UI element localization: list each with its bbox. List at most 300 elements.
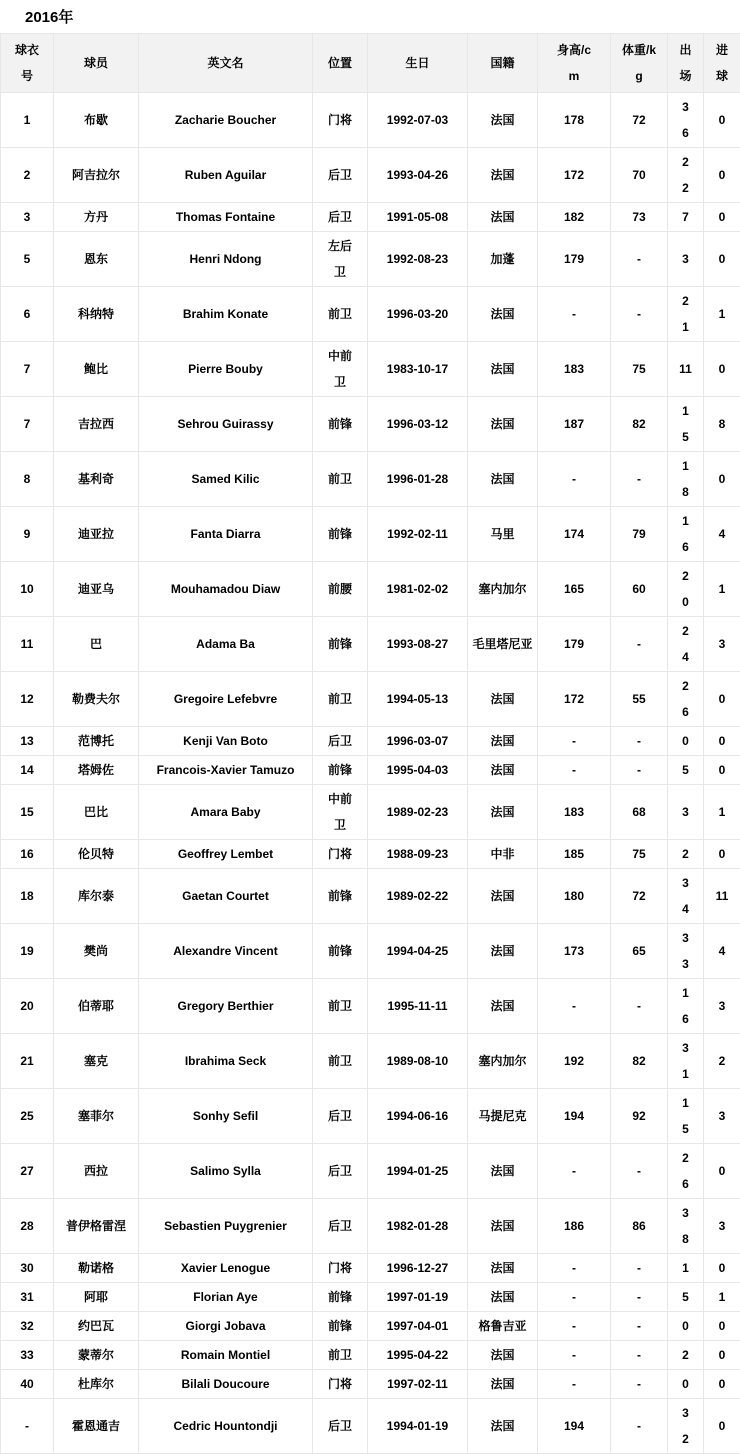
cell: 1992-02-11 [368, 507, 468, 562]
cell: 0 [668, 1312, 704, 1341]
cell: 27 [1, 1144, 54, 1199]
cell: 前腰 [313, 562, 368, 617]
cell: Alexandre Vincent [139, 924, 313, 979]
cell: 1992-07-03 [368, 93, 468, 148]
cell: 5 [668, 756, 704, 785]
cell: 1989-08-10 [368, 1034, 468, 1089]
column-header-7: 身高/cm [538, 34, 611, 93]
cell: 31 [668, 1034, 704, 1089]
cell: 32 [668, 1399, 704, 1454]
cell: 1997-01-19 [368, 1283, 468, 1312]
cell: - [611, 1254, 668, 1283]
cell: 塞菲尔 [54, 1089, 139, 1144]
cell: 79 [611, 507, 668, 562]
table-row [1, 452, 740, 507]
cell: 0 [704, 452, 740, 507]
cell: 6 [1, 287, 54, 342]
cell: 13 [1, 727, 54, 756]
cell: 法国 [468, 93, 538, 148]
cell: 1983-10-17 [368, 342, 468, 397]
table-header-row [1, 34, 740, 93]
cell: Francois-Xavier Tamuzo [139, 756, 313, 785]
cell: 法国 [468, 1199, 538, 1254]
cell: 0 [704, 727, 740, 756]
table-row [1, 672, 740, 727]
cell: 0 [704, 342, 740, 397]
cell: 10 [1, 562, 54, 617]
cell: 180 [538, 869, 611, 924]
cell: 0 [704, 1399, 740, 1454]
cell: 勒费夫尔 [54, 672, 139, 727]
cell: 阿吉拉尔 [54, 148, 139, 203]
cell: Amara Baby [139, 785, 313, 840]
cell: 法国 [468, 397, 538, 452]
table-row [1, 1144, 740, 1199]
cell: 法国 [468, 1144, 538, 1199]
cell: 0 [704, 1370, 740, 1399]
cell: 82 [611, 1034, 668, 1089]
cell: 法国 [468, 148, 538, 203]
cell: 82 [611, 397, 668, 452]
table-row [1, 1254, 740, 1283]
cell: 方丹 [54, 203, 139, 232]
cell: 伯蒂耶 [54, 979, 139, 1034]
table-row [1, 979, 740, 1034]
cell: 1994-06-16 [368, 1089, 468, 1144]
table-row [1, 1312, 740, 1341]
cell: 前卫 [313, 287, 368, 342]
cell: 伦贝特 [54, 840, 139, 869]
cell: 1 [704, 287, 740, 342]
cell: 法国 [468, 979, 538, 1034]
cell: 9 [1, 507, 54, 562]
cell: 2 [704, 1034, 740, 1089]
cell: 1 [1, 93, 54, 148]
cell: 前锋 [313, 924, 368, 979]
table-row [1, 232, 740, 287]
table-row [1, 1034, 740, 1089]
cell: Xavier Lenogue [139, 1254, 313, 1283]
column-header-8: 体重/kg [611, 34, 668, 93]
table-row [1, 397, 740, 452]
cell: 前锋 [313, 617, 368, 672]
cell: 后卫 [313, 1144, 368, 1199]
cell: - [611, 1144, 668, 1199]
cell: 前卫 [313, 1341, 368, 1370]
cell: 186 [538, 1199, 611, 1254]
cell: 7 [1, 397, 54, 452]
cell: 0 [704, 93, 740, 148]
cell: 法国 [468, 1399, 538, 1454]
table-row [1, 507, 740, 562]
column-header-5: 生日 [368, 34, 468, 93]
column-header-2: 球员 [54, 34, 139, 93]
table-row [1, 1370, 740, 1399]
cell: 迪亚拉 [54, 507, 139, 562]
cell: - [611, 756, 668, 785]
cell: 门将 [313, 1254, 368, 1283]
cell: 1992-08-23 [368, 232, 468, 287]
cell: 中非 [468, 840, 538, 869]
cell: 15 [668, 1089, 704, 1144]
cell: 法国 [468, 869, 538, 924]
cell: 中前卫 [313, 342, 368, 397]
cell: 11 [668, 342, 704, 397]
cell: 0 [704, 840, 740, 869]
cell: 中前卫 [313, 785, 368, 840]
cell: Cedric Hountondji [139, 1399, 313, 1454]
cell: 蒙蒂尔 [54, 1341, 139, 1370]
cell: 后卫 [313, 148, 368, 203]
cell: 门将 [313, 840, 368, 869]
cell: Adama Ba [139, 617, 313, 672]
cell: 1993-08-27 [368, 617, 468, 672]
cell: 1996-12-27 [368, 1254, 468, 1283]
cell: 布歇 [54, 93, 139, 148]
cell: 5 [668, 1283, 704, 1312]
cell: 75 [611, 840, 668, 869]
cell: 0 [668, 1370, 704, 1399]
column-header-9: 出场 [668, 34, 704, 93]
table-row [1, 924, 740, 979]
table-row [1, 756, 740, 785]
cell: 26 [668, 1144, 704, 1199]
cell: 基利奇 [54, 452, 139, 507]
cell: Pierre Bouby [139, 342, 313, 397]
cell: 172 [538, 148, 611, 203]
cell: 19 [1, 924, 54, 979]
cell: 8 [1, 452, 54, 507]
cell: 0 [704, 1341, 740, 1370]
cell: 约巴瓦 [54, 1312, 139, 1341]
cell: 塞克 [54, 1034, 139, 1089]
cell: 3 [704, 617, 740, 672]
cell: - [538, 1283, 611, 1312]
cell: 3 [668, 785, 704, 840]
cell: 前锋 [313, 1283, 368, 1312]
cell: 60 [611, 562, 668, 617]
cell: 2 [1, 148, 54, 203]
cell: - [538, 1254, 611, 1283]
cell: 38 [668, 1199, 704, 1254]
cell: 173 [538, 924, 611, 979]
cell: 165 [538, 562, 611, 617]
cell: 18 [1, 869, 54, 924]
cell: 后卫 [313, 727, 368, 756]
cell: - [611, 1370, 668, 1399]
column-header-10: 进球 [704, 34, 740, 93]
cell: 1981-02-02 [368, 562, 468, 617]
cell: - [1, 1399, 54, 1454]
cell: - [538, 727, 611, 756]
cell: 16 [668, 979, 704, 1034]
column-header-4: 位置 [313, 34, 368, 93]
cell: - [538, 979, 611, 1034]
cell: - [611, 452, 668, 507]
cell: 法国 [468, 452, 538, 507]
cell: 前卫 [313, 1034, 368, 1089]
table-row [1, 869, 740, 924]
cell: 吉拉西 [54, 397, 139, 452]
cell: 178 [538, 93, 611, 148]
cell: 1996-03-20 [368, 287, 468, 342]
table-row [1, 342, 740, 397]
cell: 28 [1, 1199, 54, 1254]
cell: 73 [611, 203, 668, 232]
cell: 杜库尔 [54, 1370, 139, 1399]
cell: - [611, 1341, 668, 1370]
table-row [1, 617, 740, 672]
cell: 西拉 [54, 1144, 139, 1199]
cell: 法国 [468, 727, 538, 756]
cell: 1997-04-01 [368, 1312, 468, 1341]
cell: 21 [1, 1034, 54, 1089]
cell: Bilali Doucoure [139, 1370, 313, 1399]
cell: 33 [1, 1341, 54, 1370]
cell: - [611, 287, 668, 342]
cell: Florian Aye [139, 1283, 313, 1312]
cell: 法国 [468, 756, 538, 785]
cell: 法国 [468, 287, 538, 342]
table-row [1, 840, 740, 869]
cell: 25 [1, 1089, 54, 1144]
cell: Fanta Diarra [139, 507, 313, 562]
cell: Kenji Van Boto [139, 727, 313, 756]
cell: 1 [704, 562, 740, 617]
cell: - [611, 617, 668, 672]
cell: 3 [704, 1199, 740, 1254]
cell: Thomas Fontaine [139, 203, 313, 232]
cell: 后卫 [313, 1199, 368, 1254]
cell: 2 [668, 1341, 704, 1370]
cell: 179 [538, 232, 611, 287]
cell: - [538, 1312, 611, 1341]
cell: 0 [704, 1254, 740, 1283]
cell: Zacharie Boucher [139, 93, 313, 148]
cell: 0 [704, 672, 740, 727]
cell: Geoffrey Lembet [139, 840, 313, 869]
cell: 3 [704, 1089, 740, 1144]
cell: 11 [704, 869, 740, 924]
cell: 15 [668, 397, 704, 452]
cell: 毛里塔尼亚 [468, 617, 538, 672]
cell: 马提尼克 [468, 1089, 538, 1144]
cell: 法国 [468, 672, 538, 727]
cell: 0 [668, 727, 704, 756]
cell: - [611, 979, 668, 1034]
cell: Giorgi Jobava [139, 1312, 313, 1341]
cell: 32 [1, 1312, 54, 1341]
cell: 172 [538, 672, 611, 727]
cell: 3 [668, 232, 704, 287]
cell: 5 [1, 232, 54, 287]
column-header-3: 英文名 [139, 34, 313, 93]
cell: 塞内加尔 [468, 1034, 538, 1089]
squad-table [0, 33, 740, 1454]
cell: 法国 [468, 785, 538, 840]
cell: 后卫 [313, 1399, 368, 1454]
cell: 86 [611, 1199, 668, 1254]
cell: 0 [704, 756, 740, 785]
cell: 0 [704, 232, 740, 287]
cell: 巴比 [54, 785, 139, 840]
cell: 马里 [468, 507, 538, 562]
cell: - [538, 452, 611, 507]
cell: Sebastien Puygrenier [139, 1199, 313, 1254]
table-row [1, 1283, 740, 1312]
cell: 20 [668, 562, 704, 617]
cell: 65 [611, 924, 668, 979]
cell: 巴 [54, 617, 139, 672]
cell: 1989-02-22 [368, 869, 468, 924]
cell: Mouhamadou Diaw [139, 562, 313, 617]
table-row [1, 1199, 740, 1254]
cell: 左后卫 [313, 232, 368, 287]
cell: 法国 [468, 203, 538, 232]
cell: 40 [1, 1370, 54, 1399]
cell: 16 [668, 507, 704, 562]
cell: 22 [668, 148, 704, 203]
cell: Romain Montiel [139, 1341, 313, 1370]
cell: 72 [611, 869, 668, 924]
cell: 1997-02-11 [368, 1370, 468, 1399]
cell: 33 [668, 924, 704, 979]
cell: 21 [668, 287, 704, 342]
cell: 194 [538, 1089, 611, 1144]
cell: 55 [611, 672, 668, 727]
cell: 1995-04-03 [368, 756, 468, 785]
cell: 1989-02-23 [368, 785, 468, 840]
cell: 3 [1, 203, 54, 232]
cell: 前锋 [313, 756, 368, 785]
cell: 0 [704, 148, 740, 203]
table-body [1, 93, 740, 1454]
cell: - [611, 1399, 668, 1454]
table-row [1, 93, 740, 148]
cell: 194 [538, 1399, 611, 1454]
cell: - [538, 1370, 611, 1399]
cell: - [611, 232, 668, 287]
table-row [1, 727, 740, 756]
cell: Samed Kilic [139, 452, 313, 507]
cell: 30 [1, 1254, 54, 1283]
cell: 75 [611, 342, 668, 397]
table-header [1, 34, 740, 93]
cell: Sonhy Sefil [139, 1089, 313, 1144]
cell: 11 [1, 617, 54, 672]
table-row [1, 203, 740, 232]
cell: Salimo Sylla [139, 1144, 313, 1199]
cell: 4 [704, 924, 740, 979]
cell: 192 [538, 1034, 611, 1089]
cell: - [538, 1341, 611, 1370]
cell: 1996-01-28 [368, 452, 468, 507]
cell: - [611, 1312, 668, 1341]
cell: 1982-01-28 [368, 1199, 468, 1254]
cell: 勒诺格 [54, 1254, 139, 1283]
cell: 前锋 [313, 869, 368, 924]
cell: - [538, 287, 611, 342]
cell: 18 [668, 452, 704, 507]
cell: 后卫 [313, 1089, 368, 1144]
table-row [1, 1341, 740, 1370]
cell: 15 [1, 785, 54, 840]
cell: 前锋 [313, 507, 368, 562]
cell: 鲍比 [54, 342, 139, 397]
cell: 1 [704, 1283, 740, 1312]
cell: 182 [538, 203, 611, 232]
cell: 法国 [468, 1254, 538, 1283]
cell: 法国 [468, 1341, 538, 1370]
cell: 31 [1, 1283, 54, 1312]
cell: 恩东 [54, 232, 139, 287]
cell: - [538, 756, 611, 785]
table-row [1, 562, 740, 617]
cell: 1995-04-22 [368, 1341, 468, 1370]
cell: 科纳特 [54, 287, 139, 342]
cell: Gregoire Lefebvre [139, 672, 313, 727]
cell: 0 [704, 1312, 740, 1341]
cell: 2 [668, 840, 704, 869]
cell: 库尔泰 [54, 869, 139, 924]
cell: 樊尚 [54, 924, 139, 979]
cell: Ruben Aguilar [139, 148, 313, 203]
cell: 法国 [468, 924, 538, 979]
cell: 1994-01-19 [368, 1399, 468, 1454]
cell: 前卫 [313, 672, 368, 727]
cell: 36 [668, 93, 704, 148]
cell: 加蓬 [468, 232, 538, 287]
cell: 14 [1, 756, 54, 785]
cell: 1994-01-25 [368, 1144, 468, 1199]
cell: 前锋 [313, 397, 368, 452]
cell: 8 [704, 397, 740, 452]
cell: 塞内加尔 [468, 562, 538, 617]
cell: Ibrahima Seck [139, 1034, 313, 1089]
cell: 7 [1, 342, 54, 397]
cell: 迪亚乌 [54, 562, 139, 617]
cell: 0 [704, 203, 740, 232]
cell: 法国 [468, 1370, 538, 1399]
cell: 1 [668, 1254, 704, 1283]
cell: 法国 [468, 342, 538, 397]
cell: 门将 [313, 1370, 368, 1399]
cell: 法国 [468, 1283, 538, 1312]
cell: Sehrou Guirassy [139, 397, 313, 452]
cell: 183 [538, 785, 611, 840]
cell: 1 [704, 785, 740, 840]
cell: Henri Ndong [139, 232, 313, 287]
cell: 前卫 [313, 979, 368, 1034]
cell: 前卫 [313, 452, 368, 507]
cell: 185 [538, 840, 611, 869]
column-header-1: 球衣号 [1, 34, 54, 93]
cell: 范博托 [54, 727, 139, 756]
cell: 塔姆佐 [54, 756, 139, 785]
table-row [1, 148, 740, 203]
cell: 72 [611, 93, 668, 148]
cell: 16 [1, 840, 54, 869]
cell: 0 [704, 1144, 740, 1199]
cell: 阿耶 [54, 1283, 139, 1312]
page-title: 2016年 [0, 0, 740, 33]
table-row [1, 1089, 740, 1144]
cell: 187 [538, 397, 611, 452]
cell: 12 [1, 672, 54, 727]
cell: Gregory Berthier [139, 979, 313, 1034]
cell: 92 [611, 1089, 668, 1144]
cell: 1994-04-25 [368, 924, 468, 979]
